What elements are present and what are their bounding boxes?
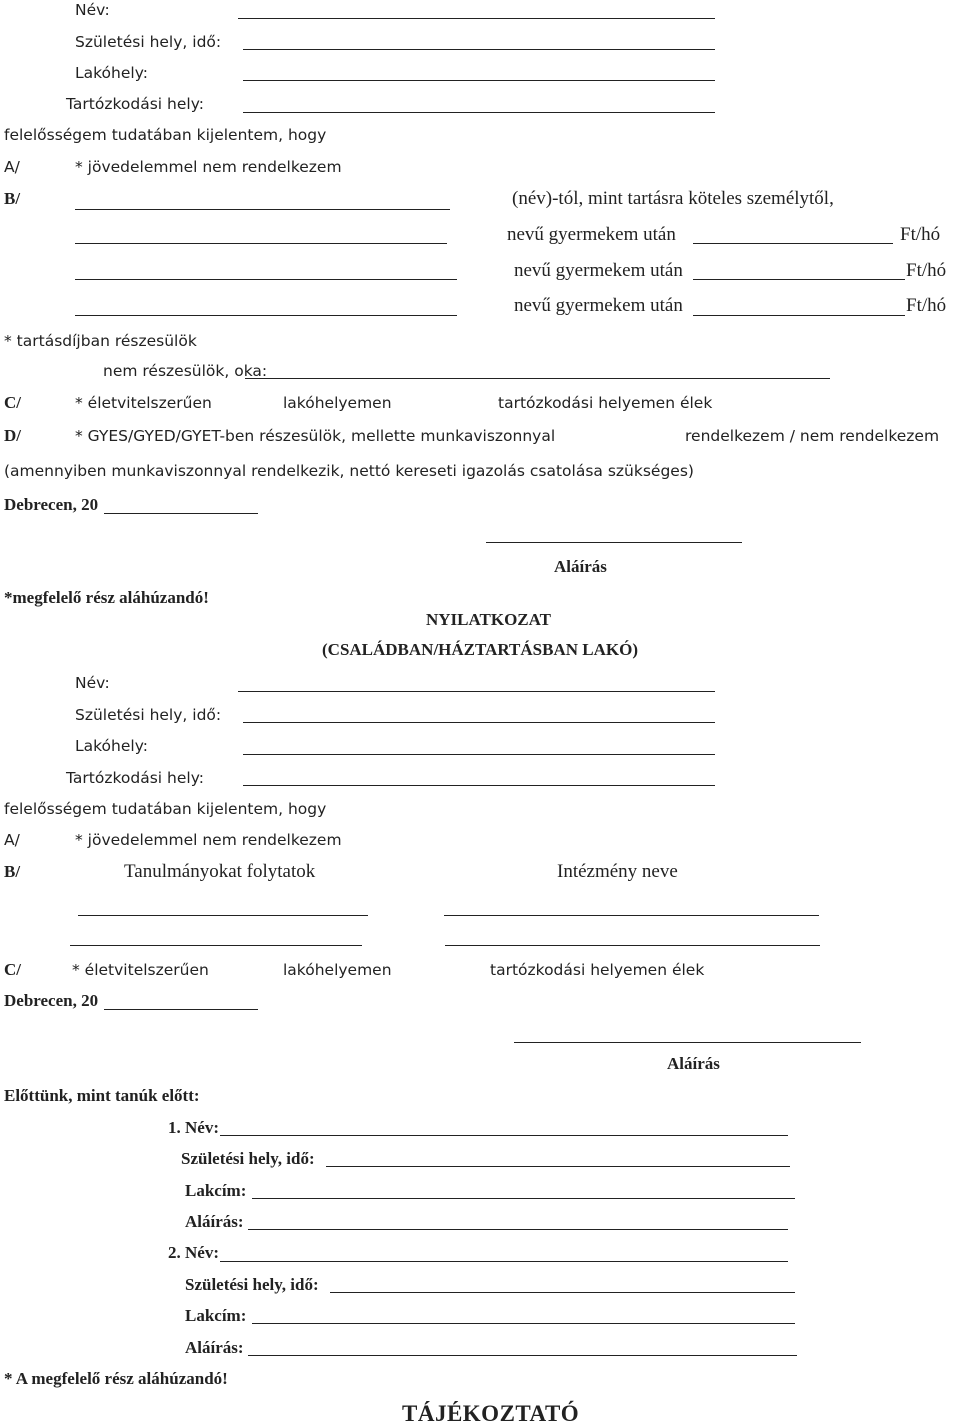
residence-field[interactable] — [243, 754, 715, 755]
child-1-ft: Ft/hó — [900, 224, 941, 245]
support-reason-field[interactable] — [245, 378, 830, 379]
option-d-letter: D/ — [4, 426, 21, 445]
witnesses-heading: Előttünk, mint tanúk előtt: — [4, 1086, 200, 1105]
name-label: Név: — [75, 674, 110, 692]
residence-label: Lakóhely: — [75, 64, 148, 82]
declare-text: felelősségem tudatában kijelentem, hogy — [4, 800, 327, 818]
witness-1-birth-field[interactable] — [326, 1166, 790, 1167]
option-d-text: * GYES/GYED/GYET-ben részesülök, mellette munkaviszonnyal — [75, 427, 556, 445]
underline-note: *megfelelő rész aláhúzandó! — [4, 588, 209, 607]
witness-1-signature-field[interactable] — [248, 1229, 788, 1230]
section-title: NYILATKOZAT — [426, 610, 552, 629]
witness-2-name-field[interactable] — [220, 1261, 788, 1262]
declare-text: felelősségem tudatában kijelentem, hogy — [4, 126, 327, 144]
witness-1-signature-label: Aláírás: — [185, 1212, 244, 1231]
option-c-letter: C/ — [4, 393, 21, 412]
witness-1-birth-label: Születési hely, idő: — [181, 1149, 315, 1168]
child-2-name-field[interactable] — [75, 279, 457, 280]
witness-2-birth-label: Születési hely, idő: — [185, 1275, 319, 1294]
witness-underline-note: * A megfelelő rész aláhúzandó! — [4, 1369, 228, 1388]
stay-field[interactable] — [243, 112, 715, 113]
date-field[interactable] — [104, 1009, 258, 1010]
institution-text: Intézmény neve — [557, 861, 678, 882]
support-not-received: nem részesülök, oka: — [103, 362, 268, 380]
child-3-name-field[interactable] — [75, 315, 457, 316]
option-c-letter: C/ — [4, 960, 21, 979]
obligor-name-field[interactable] — [75, 209, 450, 210]
witness-2-address-field[interactable] — [252, 1323, 795, 1324]
institution-field-1[interactable] — [444, 915, 819, 916]
stay-label: Tartózkodási hely: — [66, 769, 204, 787]
section-subtitle: (CSALÁDBAN/HÁZTARTÁSBAN LAKÓ) — [322, 640, 638, 659]
signature-line[interactable] — [486, 542, 742, 543]
option-b-letter: B/ — [4, 189, 21, 208]
option-a-letter: A/ — [4, 158, 20, 176]
birth-field[interactable] — [243, 49, 715, 50]
studies-field-1[interactable] — [78, 915, 368, 916]
witness-2-signature-label: Aláírás: — [185, 1338, 244, 1357]
residence-label: Lakóhely: — [75, 737, 148, 755]
witness-1-name-label: 1. Név: — [168, 1118, 219, 1137]
witness-1-name-field[interactable] — [220, 1135, 788, 1136]
signature-line[interactable] — [514, 1042, 861, 1043]
stay-label: Tartózkodási hely: — [66, 95, 204, 113]
name-field[interactable] — [238, 18, 715, 19]
birth-label: Születési hely, idő: — [75, 33, 222, 51]
option-d-note: (amennyiben munkaviszonnyal rendelkezik, nettó kereseti igazolás csatolása szükséges) — [4, 462, 694, 480]
support-received: * tartásdíjban részesülök — [4, 332, 197, 350]
stay-field[interactable] — [243, 785, 715, 786]
child-1-text: nevű gyermekem után — [507, 224, 676, 245]
option-c-stay: tartózkodási helyemen élek — [490, 961, 705, 979]
date-field[interactable] — [104, 513, 258, 514]
child-3-ft: Ft/hó — [906, 295, 947, 316]
witness-2-birth-field[interactable] — [330, 1292, 795, 1293]
option-a-text: * jövedelemmel nem rendelkezem — [75, 831, 342, 849]
witness-2-signature-field[interactable] — [248, 1355, 797, 1356]
option-a-text: * jövedelemmel nem rendelkezem — [75, 158, 342, 176]
option-c-permanent: * életvitelszerűen — [72, 961, 209, 979]
option-c-residence: lakóhelyemen — [283, 394, 392, 412]
birth-field[interactable] — [243, 722, 715, 723]
institution-field-2[interactable] — [445, 945, 820, 946]
child-3-text: nevű gyermekem után — [514, 295, 683, 316]
child-2-text: nevű gyermekem után — [514, 260, 683, 281]
option-c-permanent: * életvitelszerűen — [75, 394, 212, 412]
name-field[interactable] — [238, 691, 715, 692]
option-b-letter: B/ — [4, 862, 21, 881]
option-a-letter: A/ — [4, 831, 20, 849]
child-2-ft: Ft/hó — [906, 260, 947, 281]
signature-label: Aláírás — [667, 1054, 720, 1073]
studies-field-2[interactable] — [70, 945, 362, 946]
birth-label: Születési hely, idő: — [75, 706, 222, 724]
witness-2-name-label: 2. Név: — [168, 1243, 219, 1262]
witness-1-address-field[interactable] — [252, 1198, 795, 1199]
witness-2-address-label: Lakcím: — [185, 1306, 247, 1325]
child-1-amount-field[interactable] — [693, 243, 893, 244]
place-date: Debrecen, 20 — [4, 991, 99, 1010]
studies-text: Tanulmányokat folytatok — [124, 861, 316, 882]
place-date: Debrecen, 20 — [4, 495, 99, 514]
name-label: Név: — [75, 1, 110, 19]
witness-1-address-label: Lakcím: — [185, 1181, 247, 1200]
child-3-amount-field[interactable] — [693, 315, 905, 316]
option-c-stay: tartózkodási helyemen élek — [498, 394, 713, 412]
child-1-name-field[interactable] — [75, 243, 447, 244]
next-section-title: TÁJÉKOZTATÓ — [402, 1401, 580, 1426]
signature-label: Aláírás — [554, 557, 607, 576]
residence-field[interactable] — [243, 80, 715, 81]
option-d-choice: rendelkezem / nem rendelkezem — [685, 427, 940, 445]
child-2-amount-field[interactable] — [693, 279, 905, 280]
option-c-residence: lakóhelyemen — [283, 961, 392, 979]
obligor-text: (név)-tól, mint tartásra köteles személytől, — [512, 188, 834, 209]
